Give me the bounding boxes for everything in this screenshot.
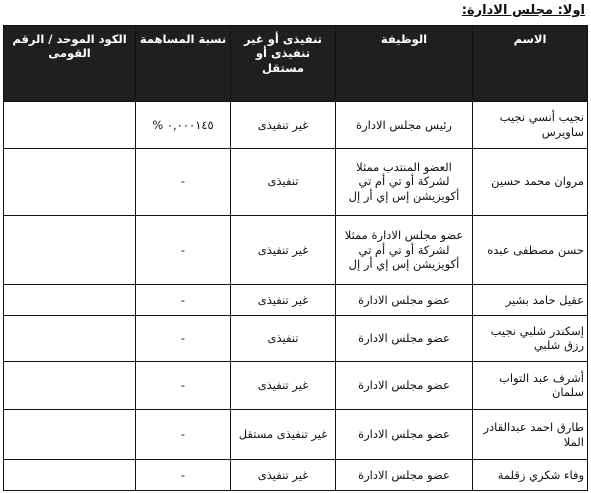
cell-share: -	[136, 316, 231, 362]
cell-exec: غير تنفيذى	[231, 459, 336, 490]
column-header-role: الوظيفة	[336, 26, 473, 102]
cell-name: حسن مصطفى عبده	[473, 215, 588, 284]
cell-code	[4, 215, 136, 284]
cell-exec: تنفيذى	[231, 148, 336, 215]
table-row	[4, 316, 588, 362]
cell-name: نجيب أنسي نجيب ساويرس	[473, 102, 588, 149]
table-row	[4, 102, 588, 149]
cell-code	[4, 410, 136, 460]
cell-role: عضو مجلس الادارة	[336, 459, 473, 490]
column-header-share: نسبة المساهمة	[136, 26, 231, 102]
table-row	[4, 215, 588, 284]
cell-share: -	[136, 459, 231, 490]
cell-code	[4, 102, 136, 149]
cell-role: عضو مجلس الادارة	[336, 285, 473, 316]
cell-name: عقيل حامد بشير	[473, 285, 588, 316]
cell-code	[4, 285, 136, 316]
column-header-name: الاسم	[473, 26, 588, 102]
cell-role: عضو مجلس الادارة	[336, 316, 473, 362]
cell-name: طارق احمد عبدالقادر الملا	[473, 410, 588, 460]
cell-name: أشرف عبد التواب سلمان	[473, 361, 588, 410]
cell-exec: غير تنفيذى	[231, 215, 336, 284]
cell-exec: تنفيذى	[231, 316, 336, 362]
cell-share: -	[136, 148, 231, 215]
cell-share: -	[136, 410, 231, 460]
cell-name: مروان محمد حسين	[473, 148, 588, 215]
cell-share: -	[136, 285, 231, 316]
cell-role: عضو مجلس الادارة ممثلا لشركة أو تي أم تي أكويزيشن إس إي أر إل	[336, 215, 473, 284]
cell-exec: غير تنفيذى	[231, 102, 336, 149]
table-header-row	[4, 26, 588, 102]
cell-role: عضو مجلس الادارة	[336, 361, 473, 410]
cell-exec: غير تنفيذى مستقل	[231, 410, 336, 460]
table-row	[4, 285, 588, 316]
cell-name: إسكندر شلبي نجيب رزق شلبي	[473, 316, 588, 362]
board-members-table	[3, 25, 588, 491]
cell-exec: غير تنفيذى	[231, 285, 336, 316]
cell-share: ٠,٠٠٠١٤٥ %	[136, 102, 231, 149]
cell-code	[4, 459, 136, 490]
cell-code	[4, 148, 136, 215]
table-row	[4, 410, 588, 460]
column-header-exec: تنفيذى أو غير تنفيذى أو مستقل	[231, 26, 336, 102]
cell-code	[4, 361, 136, 410]
table-row	[4, 459, 588, 490]
cell-share: -	[136, 215, 231, 284]
cell-code	[4, 316, 136, 362]
cell-share: -	[136, 361, 231, 410]
table-row	[4, 361, 588, 410]
cell-exec: غير تنفيذى	[231, 361, 336, 410]
cell-role: عضو مجلس الادارة	[336, 410, 473, 460]
section-heading: اولا: مجلس الادارة:	[461, 3, 585, 18]
table-row	[4, 148, 588, 215]
column-header-code: الكود الموحد / الرقم القومى	[4, 26, 136, 102]
cell-role: العضو المنتدب ممثلا لشركة أو تي أم تي أكويزيشن إس إي أر إل	[336, 148, 473, 215]
cell-name: وفاء شكري زقلمة	[473, 459, 588, 490]
cell-role: رئيس مجلس الادارة	[336, 102, 473, 149]
